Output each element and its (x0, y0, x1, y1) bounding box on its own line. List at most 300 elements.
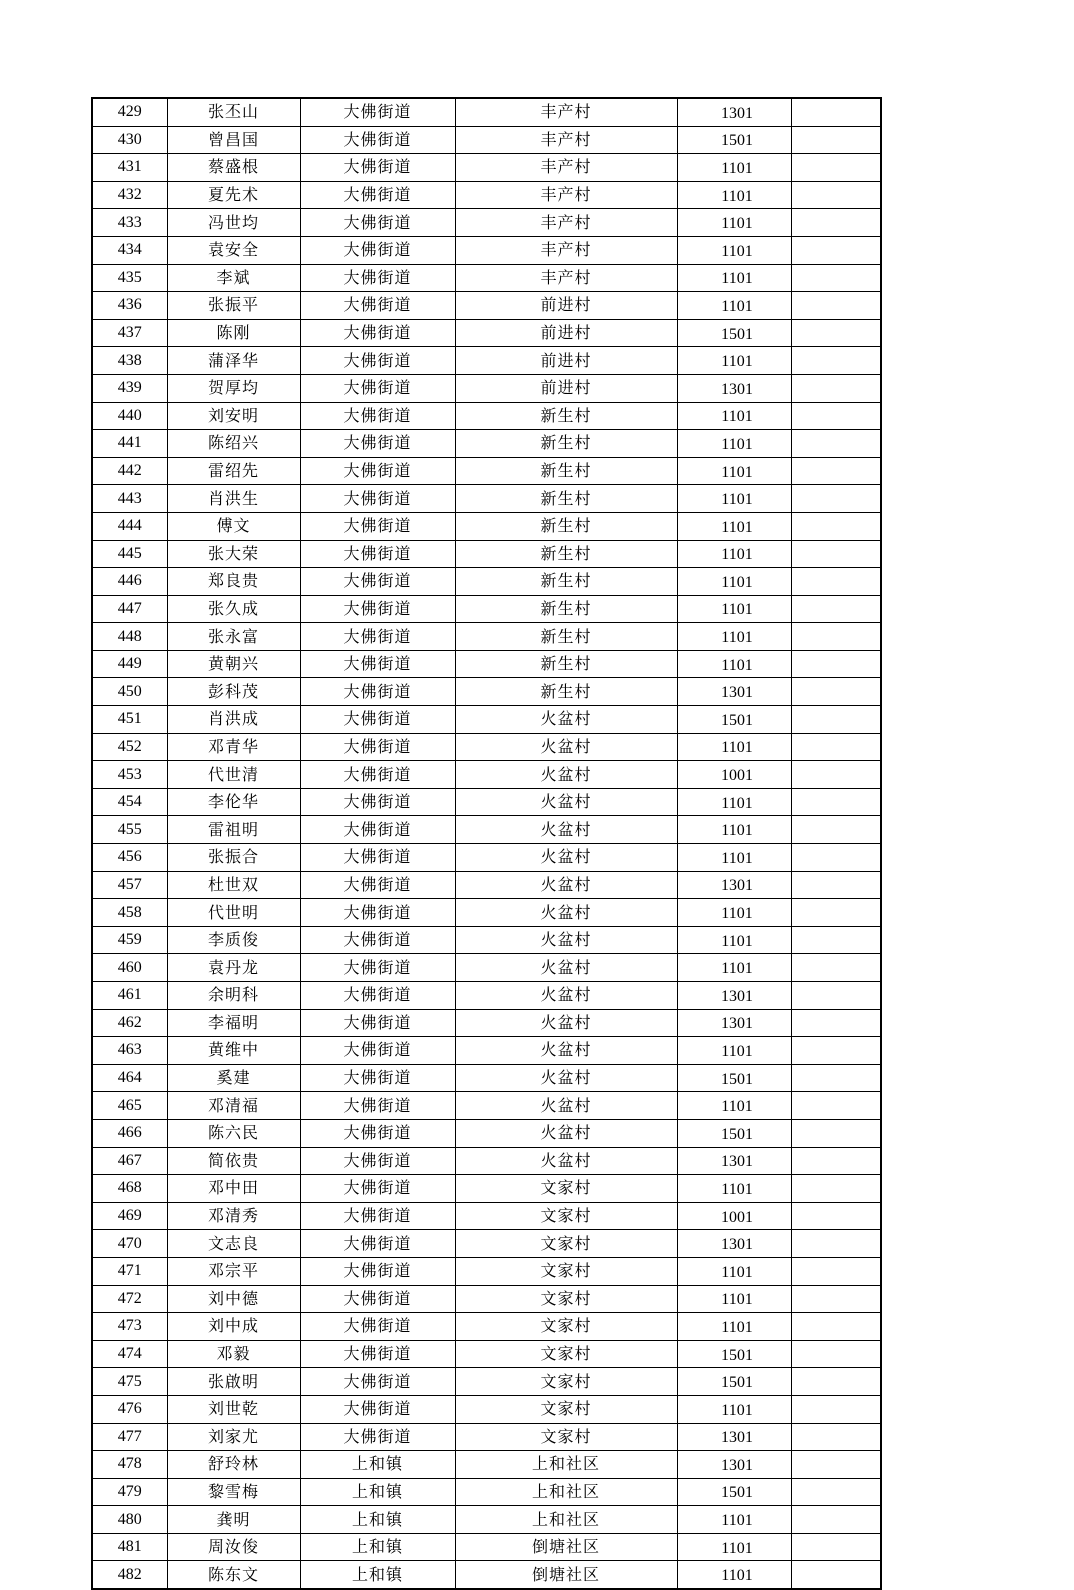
table-row (92, 1230, 881, 1258)
name-cell: 邓青华 (167, 733, 300, 761)
table-row (92, 402, 881, 430)
remark-cell (791, 1230, 881, 1258)
code-cell: 1101 (677, 154, 791, 182)
table-row (92, 512, 881, 540)
table-row (92, 1175, 881, 1203)
row-number-cell: 451 (92, 706, 167, 734)
street-cell: 大佛街道 (300, 1257, 455, 1285)
village-cell: 上和社区 (455, 1478, 677, 1506)
village-cell: 倒塘社区 (455, 1561, 677, 1589)
name-cell: 陈绍兴 (167, 430, 300, 458)
name-cell: 雷绍先 (167, 457, 300, 485)
remark-cell (791, 568, 881, 596)
table-row (92, 733, 881, 761)
table-row (92, 1009, 881, 1037)
code-cell: 1101 (677, 844, 791, 872)
remark-cell (791, 623, 881, 651)
village-cell: 文家村 (455, 1423, 677, 1451)
village-cell: 丰产村 (455, 236, 677, 264)
row-number-cell: 429 (92, 98, 167, 126)
remark-cell (791, 292, 881, 320)
name-cell: 周汝俊 (167, 1533, 300, 1561)
remark-cell (791, 209, 881, 237)
table-row (92, 1037, 881, 1065)
row-number-cell: 481 (92, 1533, 167, 1561)
village-cell: 丰产村 (455, 181, 677, 209)
village-cell: 火盆村 (455, 761, 677, 789)
remark-cell (791, 457, 881, 485)
code-cell: 1501 (677, 1119, 791, 1147)
table-row (92, 650, 881, 678)
table-row (92, 899, 881, 927)
name-cell: 黎雪梅 (167, 1478, 300, 1506)
village-cell: 新生村 (455, 623, 677, 651)
name-cell: 陈东文 (167, 1561, 300, 1589)
row-number-cell: 448 (92, 623, 167, 651)
street-cell: 大佛街道 (300, 650, 455, 678)
code-cell: 1101 (677, 816, 791, 844)
street-cell: 大佛街道 (300, 1340, 455, 1368)
row-number-cell: 439 (92, 374, 167, 402)
row-number-cell: 474 (92, 1340, 167, 1368)
name-cell: 杜世双 (167, 871, 300, 899)
name-cell: 邓清秀 (167, 1202, 300, 1230)
street-cell: 大佛街道 (300, 181, 455, 209)
remark-cell (791, 706, 881, 734)
name-cell: 贺厚均 (167, 374, 300, 402)
street-cell: 上和镇 (300, 1561, 455, 1589)
row-number-cell: 446 (92, 568, 167, 596)
code-cell: 1301 (677, 1230, 791, 1258)
code-cell: 1001 (677, 1202, 791, 1230)
street-cell: 大佛街道 (300, 761, 455, 789)
village-cell: 火盆村 (455, 816, 677, 844)
table-row (92, 1395, 881, 1423)
name-cell: 余明科 (167, 982, 300, 1010)
name-cell: 代世清 (167, 761, 300, 789)
village-cell: 火盆村 (455, 733, 677, 761)
row-number-cell: 478 (92, 1451, 167, 1479)
name-cell: 陈刚 (167, 319, 300, 347)
table-row (92, 623, 881, 651)
name-cell: 李福明 (167, 1009, 300, 1037)
code-cell: 1501 (677, 706, 791, 734)
name-cell: 龚明 (167, 1506, 300, 1534)
row-number-cell: 473 (92, 1313, 167, 1341)
table-row (92, 706, 881, 734)
code-cell: 1301 (677, 982, 791, 1010)
code-cell: 1301 (677, 1009, 791, 1037)
remark-cell (791, 402, 881, 430)
code-cell: 1101 (677, 512, 791, 540)
street-cell: 大佛街道 (300, 292, 455, 320)
data-table (91, 97, 882, 1590)
name-cell: 蒲泽华 (167, 347, 300, 375)
village-cell: 前进村 (455, 347, 677, 375)
street-cell: 上和镇 (300, 1478, 455, 1506)
village-cell: 丰产村 (455, 154, 677, 182)
table-row (92, 1257, 881, 1285)
code-cell: 1101 (677, 623, 791, 651)
street-cell: 大佛街道 (300, 982, 455, 1010)
table-row (92, 1285, 881, 1313)
village-cell: 火盆村 (455, 1092, 677, 1120)
remark-cell (791, 1202, 881, 1230)
name-cell: 刘家尤 (167, 1423, 300, 1451)
row-number-cell: 445 (92, 540, 167, 568)
remark-cell (791, 1368, 881, 1396)
street-cell: 大佛街道 (300, 1368, 455, 1396)
remark-cell (791, 154, 881, 182)
row-number-cell: 432 (92, 181, 167, 209)
street-cell: 大佛街道 (300, 347, 455, 375)
remark-cell (791, 1313, 881, 1341)
table-row (92, 1451, 881, 1479)
name-cell: 张振平 (167, 292, 300, 320)
code-cell: 1101 (677, 650, 791, 678)
village-cell: 文家村 (455, 1313, 677, 1341)
name-cell: 张久成 (167, 595, 300, 623)
table-row (92, 1313, 881, 1341)
street-cell: 大佛街道 (300, 623, 455, 651)
table-row (92, 126, 881, 154)
name-cell: 代世明 (167, 899, 300, 927)
table-row (92, 98, 881, 126)
village-cell: 丰产村 (455, 126, 677, 154)
row-number-cell: 434 (92, 236, 167, 264)
row-number-cell: 476 (92, 1395, 167, 1423)
code-cell: 1101 (677, 1533, 791, 1561)
village-cell: 新生村 (455, 568, 677, 596)
remark-cell (791, 264, 881, 292)
remark-cell (791, 899, 881, 927)
code-cell: 1101 (677, 1257, 791, 1285)
table-row (92, 816, 881, 844)
village-cell: 火盆村 (455, 1064, 677, 1092)
street-cell: 大佛街道 (300, 844, 455, 872)
remark-cell (791, 1423, 881, 1451)
table-row (92, 1533, 881, 1561)
table-row (92, 1340, 881, 1368)
row-number-cell: 440 (92, 402, 167, 430)
village-cell: 火盆村 (455, 1037, 677, 1065)
village-cell: 文家村 (455, 1175, 677, 1203)
table-row (92, 430, 881, 458)
street-cell: 大佛街道 (300, 706, 455, 734)
street-cell: 大佛街道 (300, 788, 455, 816)
remark-cell (791, 236, 881, 264)
village-cell: 文家村 (455, 1395, 677, 1423)
name-cell: 黄朝兴 (167, 650, 300, 678)
code-cell: 1101 (677, 788, 791, 816)
table-row (92, 1368, 881, 1396)
village-cell: 倒塘社区 (455, 1533, 677, 1561)
village-cell: 新生村 (455, 512, 677, 540)
remark-cell (791, 1451, 881, 1479)
remark-cell (791, 1478, 881, 1506)
remark-cell (791, 1147, 881, 1175)
street-cell: 大佛街道 (300, 402, 455, 430)
street-cell: 上和镇 (300, 1451, 455, 1479)
remark-cell (791, 512, 881, 540)
code-cell: 1501 (677, 319, 791, 347)
village-cell: 文家村 (455, 1368, 677, 1396)
village-cell: 上和社区 (455, 1506, 677, 1534)
row-number-cell: 469 (92, 1202, 167, 1230)
row-number-cell: 456 (92, 844, 167, 872)
table-row (92, 292, 881, 320)
table-row (92, 264, 881, 292)
row-number-cell: 471 (92, 1257, 167, 1285)
remark-cell (791, 678, 881, 706)
street-cell: 大佛街道 (300, 1230, 455, 1258)
street-cell: 大佛街道 (300, 1202, 455, 1230)
table-row (92, 209, 881, 237)
table-row (92, 374, 881, 402)
name-cell: 彭科茂 (167, 678, 300, 706)
village-cell: 文家村 (455, 1285, 677, 1313)
table-row (92, 1119, 881, 1147)
street-cell: 大佛街道 (300, 540, 455, 568)
remark-cell (791, 126, 881, 154)
village-cell: 新生村 (455, 402, 677, 430)
name-cell: 张振合 (167, 844, 300, 872)
table-row (92, 1147, 881, 1175)
village-cell: 丰产村 (455, 209, 677, 237)
village-cell: 火盆村 (455, 1147, 677, 1175)
table-row (92, 540, 881, 568)
remark-cell (791, 733, 881, 761)
remark-cell (791, 1009, 881, 1037)
village-cell: 丰产村 (455, 264, 677, 292)
table-row (92, 319, 881, 347)
row-number-cell: 444 (92, 512, 167, 540)
name-cell: 邓中田 (167, 1175, 300, 1203)
code-cell: 1101 (677, 926, 791, 954)
name-cell: 邓清福 (167, 1092, 300, 1120)
name-cell: 邓毅 (167, 1340, 300, 1368)
street-cell: 大佛街道 (300, 871, 455, 899)
row-number-cell: 450 (92, 678, 167, 706)
street-cell: 大佛街道 (300, 926, 455, 954)
row-number-cell: 435 (92, 264, 167, 292)
street-cell: 大佛街道 (300, 733, 455, 761)
remark-cell (791, 844, 881, 872)
row-number-cell: 465 (92, 1092, 167, 1120)
street-cell: 大佛街道 (300, 319, 455, 347)
name-cell: 冯世均 (167, 209, 300, 237)
table-row (92, 181, 881, 209)
street-cell: 大佛街道 (300, 264, 455, 292)
village-cell: 前进村 (455, 374, 677, 402)
row-number-cell: 467 (92, 1147, 167, 1175)
remark-cell (791, 1533, 881, 1561)
name-cell: 张丕山 (167, 98, 300, 126)
village-cell: 文家村 (455, 1202, 677, 1230)
code-cell: 1101 (677, 1175, 791, 1203)
remark-cell (791, 374, 881, 402)
village-cell: 火盆村 (455, 871, 677, 899)
name-cell: 雷祖明 (167, 816, 300, 844)
row-number-cell: 455 (92, 816, 167, 844)
row-number-cell: 438 (92, 347, 167, 375)
code-cell: 1301 (677, 1423, 791, 1451)
village-cell: 前进村 (455, 319, 677, 347)
name-cell: 刘中成 (167, 1313, 300, 1341)
row-number-cell: 431 (92, 154, 167, 182)
row-number-cell: 441 (92, 430, 167, 458)
code-cell: 1101 (677, 1395, 791, 1423)
table-row (92, 1478, 881, 1506)
table-row (92, 1064, 881, 1092)
village-cell: 新生村 (455, 457, 677, 485)
remark-cell (791, 1285, 881, 1313)
table-row (92, 236, 881, 264)
remark-cell (791, 1037, 881, 1065)
row-number-cell: 449 (92, 650, 167, 678)
remark-cell (791, 1561, 881, 1589)
name-cell: 文志良 (167, 1230, 300, 1258)
remark-cell (791, 926, 881, 954)
street-cell: 大佛街道 (300, 1313, 455, 1341)
code-cell: 1501 (677, 1368, 791, 1396)
row-number-cell: 437 (92, 319, 167, 347)
village-cell: 火盆村 (455, 1119, 677, 1147)
street-cell: 大佛街道 (300, 512, 455, 540)
street-cell: 大佛街道 (300, 430, 455, 458)
code-cell: 1101 (677, 402, 791, 430)
code-cell: 1101 (677, 181, 791, 209)
street-cell: 大佛街道 (300, 1423, 455, 1451)
code-cell: 1101 (677, 568, 791, 596)
street-cell: 大佛街道 (300, 1119, 455, 1147)
remark-cell (791, 1119, 881, 1147)
table-row (92, 1423, 881, 1451)
remark-cell (791, 485, 881, 513)
row-number-cell: 462 (92, 1009, 167, 1037)
village-cell: 新生村 (455, 595, 677, 623)
village-cell: 文家村 (455, 1230, 677, 1258)
remark-cell (791, 1064, 881, 1092)
row-number-cell: 457 (92, 871, 167, 899)
street-cell: 大佛街道 (300, 126, 455, 154)
code-cell: 1101 (677, 236, 791, 264)
remark-cell (791, 540, 881, 568)
row-number-cell: 466 (92, 1119, 167, 1147)
code-cell: 1101 (677, 733, 791, 761)
street-cell: 大佛街道 (300, 595, 455, 623)
name-cell: 黄维中 (167, 1037, 300, 1065)
table-row (92, 1561, 881, 1589)
village-cell: 新生村 (455, 678, 677, 706)
row-number-cell: 482 (92, 1561, 167, 1589)
remark-cell (791, 761, 881, 789)
name-cell: 袁安全 (167, 236, 300, 264)
row-number-cell: 470 (92, 1230, 167, 1258)
table-row (92, 954, 881, 982)
remark-cell (791, 650, 881, 678)
street-cell: 大佛街道 (300, 1092, 455, 1120)
table-row (92, 844, 881, 872)
street-cell: 大佛街道 (300, 374, 455, 402)
code-cell: 1301 (677, 98, 791, 126)
village-cell: 火盆村 (455, 926, 677, 954)
row-number-cell: 480 (92, 1506, 167, 1534)
code-cell: 1101 (677, 1037, 791, 1065)
remark-cell (791, 1395, 881, 1423)
name-cell: 蔡盛根 (167, 154, 300, 182)
code-cell: 1301 (677, 678, 791, 706)
code-cell: 1501 (677, 1478, 791, 1506)
remark-cell (791, 788, 881, 816)
street-cell: 上和镇 (300, 1506, 455, 1534)
code-cell: 1101 (677, 1313, 791, 1341)
row-number-cell: 463 (92, 1037, 167, 1065)
remark-cell (791, 181, 881, 209)
table-row (92, 154, 881, 182)
village-cell: 火盆村 (455, 706, 677, 734)
street-cell: 大佛街道 (300, 485, 455, 513)
table-row (92, 595, 881, 623)
name-cell: 夏先术 (167, 181, 300, 209)
village-cell: 前进村 (455, 292, 677, 320)
row-number-cell: 458 (92, 899, 167, 927)
row-number-cell: 459 (92, 926, 167, 954)
table-row (92, 1092, 881, 1120)
street-cell: 上和镇 (300, 1533, 455, 1561)
code-cell: 1101 (677, 899, 791, 927)
code-cell: 1301 (677, 1147, 791, 1175)
row-number-cell: 461 (92, 982, 167, 1010)
name-cell: 李伦华 (167, 788, 300, 816)
table-row (92, 788, 881, 816)
street-cell: 大佛街道 (300, 98, 455, 126)
table-row (92, 485, 881, 513)
name-cell: 袁丹龙 (167, 954, 300, 982)
remark-cell (791, 871, 881, 899)
village-cell: 文家村 (455, 1257, 677, 1285)
village-cell: 火盆村 (455, 788, 677, 816)
name-cell: 郑良贵 (167, 568, 300, 596)
row-number-cell: 443 (92, 485, 167, 513)
remark-cell (791, 1092, 881, 1120)
village-cell: 火盆村 (455, 899, 677, 927)
village-cell: 火盆村 (455, 1009, 677, 1037)
code-cell: 1101 (677, 209, 791, 237)
remark-cell (791, 1175, 881, 1203)
village-cell: 新生村 (455, 650, 677, 678)
code-cell: 1301 (677, 1451, 791, 1479)
street-cell: 大佛街道 (300, 954, 455, 982)
table-row (92, 1202, 881, 1230)
village-cell: 文家村 (455, 1340, 677, 1368)
row-number-cell: 436 (92, 292, 167, 320)
code-cell: 1101 (677, 1092, 791, 1120)
name-cell: 肖洪成 (167, 706, 300, 734)
row-number-cell: 454 (92, 788, 167, 816)
code-cell: 1101 (677, 1285, 791, 1313)
row-number-cell: 430 (92, 126, 167, 154)
name-cell: 刘安明 (167, 402, 300, 430)
code-cell: 1501 (677, 1064, 791, 1092)
row-number-cell: 447 (92, 595, 167, 623)
street-cell: 大佛街道 (300, 1175, 455, 1203)
row-number-cell: 452 (92, 733, 167, 761)
row-number-cell: 433 (92, 209, 167, 237)
code-cell: 1301 (677, 374, 791, 402)
name-cell: 刘中德 (167, 1285, 300, 1313)
table-row (92, 347, 881, 375)
